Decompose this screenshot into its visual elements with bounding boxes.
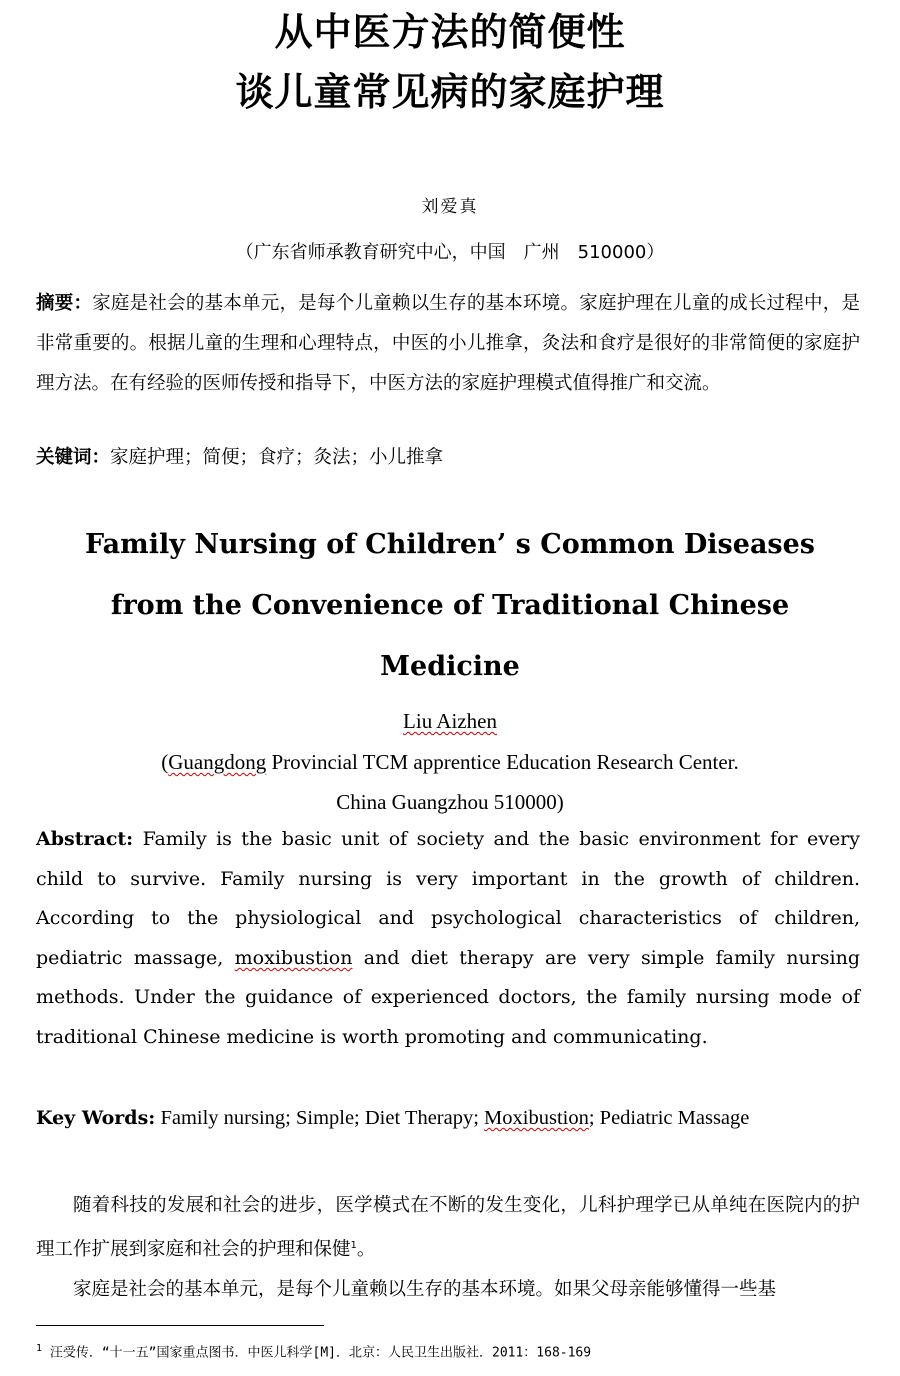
english-title-line-2: from the Convenience of Traditional Chinese — [110, 590, 790, 621]
english-keywords-label: Key Words: — [36, 1107, 156, 1129]
english-abstract-label: Abstract: — [36, 828, 134, 850]
chinese-affiliation: （广东省师承教育研究中心，中国 广州 510000） — [235, 242, 665, 263]
footnote-marker: 1 — [36, 1343, 43, 1354]
chinese-title-line-2: 谈儿童常见病的家庭护理 — [235, 70, 665, 114]
english-author — [0, 704, 900, 738]
english-affiliation-line-1 — [0, 742, 900, 782]
body-paragraph-1-text: 随着科技的发展和社会的进步，医学模式在不断的发生变化，儿科护理学已从单纯在医院内的护理工作扩展到家庭和社会的护理和保健 — [36, 1195, 860, 1261]
english-abstract-moxibustion: moxibustion — [234, 946, 353, 969]
footnote-text: 汪受传．“十一五”国家重点图书．中医儿科学[M]．北京：人民卫生出版社．2011：168-169 — [42, 1345, 592, 1361]
english-title-line-3: Medicine — [380, 651, 520, 682]
body-paragraph-2: 家庭是社会的基本单元，是每个儿童赖以生存的基本环境。如果父母亲能够懂得一些基 — [73, 1279, 777, 1301]
english-keywords — [36, 1098, 886, 1138]
english-abstract-part-2: and diet therapy are very simple family nursing methods. Under the guidance of experienced doctors, the family nursing mode of traditional Chinese medicine is worth promoting and communicating. — [36, 946, 860, 1048]
english-abstract-part-1: Family is the basic unit of society and the basic environment for every child to survive. Family nursing is very important in the growth of children. According to the physiological and psychological characteristics of children, pediatric massage, — [36, 828, 860, 969]
body-text — [36, 1186, 860, 1310]
affil-guangdong: Guangdong — [168, 750, 267, 774]
affil-rest: Provincial TCM apprentice Education Research Center. — [266, 750, 739, 774]
english-title-line-1: Family Nursing of Children’ s Common Diseases — [84, 529, 816, 560]
english-affiliation — [0, 742, 900, 822]
footnote-divider — [36, 1325, 324, 1326]
english-abstract — [36, 820, 860, 1058]
chinese-keywords — [36, 438, 860, 478]
body-paragraph-1 — [36, 1186, 860, 1270]
english-keywords-moxibustion: Moxibustion — [484, 1107, 589, 1129]
english-keywords-part-2: ; Pediatric Massage — [588, 1107, 750, 1129]
chinese-keywords-text: 家庭护理；简便；食疗；灸法；小儿推拿 — [110, 447, 444, 468]
footnote-ref: 1 — [350, 1240, 357, 1251]
english-title — [40, 514, 860, 697]
chinese-abstract-text: 家庭是社会的基本单元，是每个儿童赖以生存的基本环境。家庭护理在儿童的成长过程中，是非常重要的。根据儿童的生理和心理特点，中医的小儿推拿，灸法和食疗是很好的非常简便的家庭护理方法。在有经验的医师传授和指导下，中医方法的家庭护理模式值得推广和交流。 — [36, 293, 860, 394]
chinese-abstract — [36, 284, 860, 404]
english-author-name: Liu Aizhen — [403, 709, 497, 733]
body-paragraph-1-end: 。 — [356, 1239, 376, 1261]
english-keywords-part-1: Family nursing; Simple; Diet Therapy; — [155, 1107, 485, 1129]
footnote — [36, 1338, 876, 1364]
chinese-author: 刘爱真 — [421, 197, 479, 217]
affil-open-paren: ( — [161, 750, 169, 774]
english-affiliation-line-2: China Guangzhou 510000) — [336, 790, 564, 814]
chinese-keywords-label: 关键词： — [36, 447, 111, 468]
chinese-abstract-label: 摘要： — [36, 293, 93, 314]
chinese-title-line-1: 从中医方法的简便性 — [274, 10, 626, 54]
